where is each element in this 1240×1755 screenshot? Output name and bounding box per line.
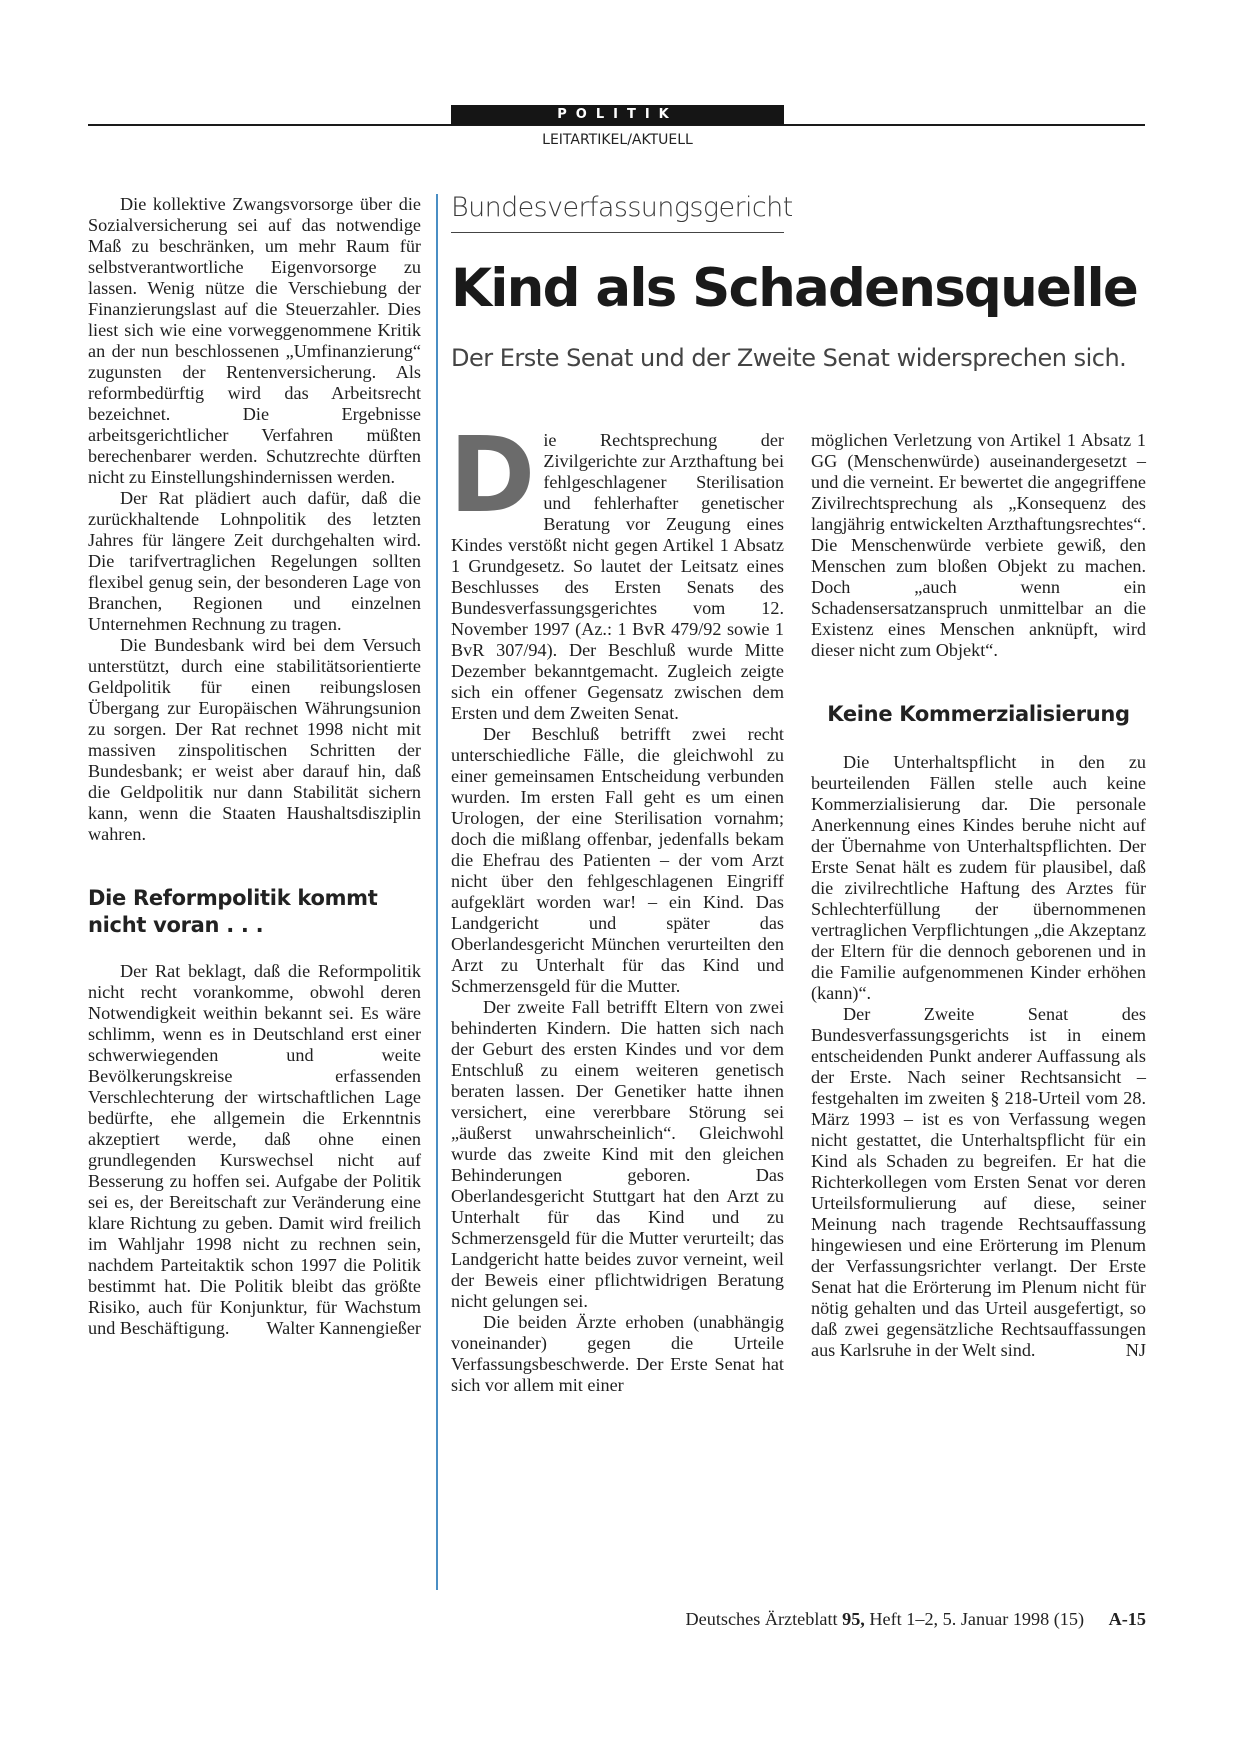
- drop-cap: D: [449, 414, 536, 536]
- footer-journal: Deutsches Ärzteblatt: [685, 1609, 838, 1629]
- article-author: NJ: [1125, 1340, 1146, 1360]
- left-paragraph-2: Der Rat plädiert auch dafür, daß die zurückhaltende Lohnpolitik des letzten Jahres für längere Zeit durchgehalten wird. Die tarifvertraglichen Regelungen sollten flexibel genug sein, der besonderen Lage von Branchen, Regionen und einzelnen Unternehmen Rechnung zu tragen.: [88, 488, 421, 634]
- left-author: Walter Kannengießer: [266, 1318, 421, 1338]
- article-paragraph-7: Der Zweite Senat des Bundesverfassungsgerichts ist in einem entscheidenden Punkt anderer Auffassung als der Erste. Nach seiner Rechtsansicht – festgehalten im zweiten § 218-Urteil vom 28. März 1993 – ist es von Verfassung wegen nicht gestattet, die Unterhaltspflicht für ein Kind als Schaden zu begreifen. Er hat die Richterkollegen vom Ersten Senat vor deren Urteilsformulierung auf diese, seiner Meinung nach tragende Rechtsauffassung hingewiesen und eine Erörterung im Plenum der Verfassungsrichter verlangt. Der Erste Senat hat die Erörterung im Plenum nicht für nötig gehalten und das Urteil ausgefertigt, so daß zwei gegensätzliche Rechtsauffassungen aus Karlsruhe in der Welt sind.: [811, 1004, 1146, 1360]
- article-deck: Der Erste Senat und der Zweite Senat widersprechen sich.: [451, 344, 1127, 372]
- left-paragraph-4: Der Rat beklagt, daß die Reformpolitik nicht recht vorankomme, obwohl deren Notwendigkeit weithin bekannt sei. Es wäre schlimm, wenn es in Deutschland erst einer schwerwiegenden und weite Bevölkerungskreise erfassenden Verschlechterung der wirtschaftlichen Lage bedürfte, ehe allgemein die Erkenntnis akzeptiert werde, daß ohne einen grundlegenden Kurswechsel nicht auf Besserung zu hoffen sei. Aufgabe der Politik sei es, der Bereitschaft zur Veränderung eine klare Richtung zu geben. Damit wird freilich im Wahljahr 1998 nicht zu rechnen sein, nachdem Parteitaktik schon 1997 die Politik bestimmt hat. Die Politik bleibt das größte Risiko, auch für Konjunktur, für Wachstum und Beschäftigung.: [88, 961, 421, 1338]
- footer-volume: 95,: [842, 1609, 865, 1629]
- article-paragraph-5: möglichen Verletzung von Artikel 1 Absatz 1 GG (Menschenwürde) auseinandergesetzt – und die verneint. Er bewertet die angegriffene Zivilrechtsprechung als „Konsequenz des langjährig entwickelten Arzthaftungsrechtes“. Die Menschenwürde verbiete gewiß, den Menschen zum bloßen Objekt zu machen. Doch „auch wenn ein Schadensersatzanspruch unmittelbar an die Existenz eines Menschen anknüpft, wird dieser nicht zum Objekt“.: [811, 430, 1146, 660]
- subsection-label: LEITARTIKEL/AKTUELL: [542, 132, 693, 148]
- article-paragraph-6: Die Unterhaltspflicht in den zu beurteilenden Fällen stelle auch keine Kommerzialisierung dar. Die personale Anerkennung eines Kindes beruhe nicht auf der Übernahme von Unterhaltspflichten. Der Erste Senat hält es zudem für plausibel, daß die zivilrechtliche Haftung des Arztes für Schlechterfüllung der übernommenen vertraglichen Verpflichtungen „die Akzeptanz der Eltern für die dennoch geborenen und in die Familie aufgenommenen Kinder erhöhen (kann)“.: [811, 752, 1146, 1003]
- kicker-rule: [451, 232, 784, 233]
- footer-page-number: A-15: [1108, 1609, 1146, 1629]
- article-paragraph-4: Die beiden Ärzte erhoben (unabhängig voneinander) gegen die Urteile Verfassungsbeschwerde. Der Erste Senat hat sich vor allem mit einer: [451, 1312, 784, 1395]
- middle-column: [449, 414, 784, 1396]
- section-label: POLITIK: [451, 105, 784, 125]
- footer-issue: Heft 1–2, 5. Januar 1998 (15): [869, 1609, 1085, 1629]
- column-divider: [436, 194, 438, 1590]
- article-subheading: Keine Kommerzialisierung: [827, 702, 1130, 726]
- left-subheading: Die Reformpolitik kommt nicht voran . . .: [88, 886, 378, 937]
- right-column: [811, 430, 1146, 1361]
- article-paragraph-3: Der zweite Fall betrifft Eltern von zwei behinderten Kindern. Die hatten sich nach der Geburt des ersten Kindes und vor dem Entschluß zu einem weiteren genetisch beraten lassen. Der Genetiker hatte ihnen versichert, eine vererbbare Störung sei „äußerst unwahrscheinlich“. Gleichwohl wurde das zweite Kind mit den gleichen Behinderungen geboren. Das Oberlandesgericht Stuttgart hat den Arzt zu Unterhalt für das Kind und zu Schmerzensgeld für die Mutter verurteilt; das Landgericht hatte beides zuvor verneint, weil der Beweis einer pflichtwidrigen Beratung nicht gelungen sei.: [451, 997, 784, 1311]
- left-column: [88, 194, 421, 1339]
- left-paragraph-3: Die Bundesbank wird bei dem Versuch unterstützt, durch eine stabilitätsorientierte Geldpolitik für einen reibungslosen Übergang zur Europäischen Währungsunion zu sorgen. Der Rat rechnet 1998 nicht mit massiven zinspolitischen Schritten der Bundesbank; er weist aber darauf hin, daß die Geldpolitik nur dann Stabilität sichern kann, wenn die Staaten Haushaltsdisziplin wahren.: [88, 635, 421, 844]
- article-headline: Kind als Schadensquelle: [451, 258, 1138, 319]
- article-paragraph-2: Der Beschluß betrifft zwei recht unterschiedliche Fälle, die gleichwohl zu einer gemeinsamen Entscheidung verbunden wurden. Im ersten Fall geht es um einen Urologen, der eine Sterilisation vornahm; doch die mißlang offenbar, jedenfalls bekam die Ehefrau des Patienten – der vom Arzt nicht über den fehlgeschlagenen Eingriff aufgeklärt worden war! – ein Kind. Das Landgericht und später das Oberlandesgericht München verurteilten den Arzt zu Unterhalt für das Kind und Schmerzensgeld für die Mutter.: [451, 724, 784, 996]
- left-paragraph-1: Die kollektive Zwangsvorsorge über die Sozialversicherung sei auf das notwendige Maß zu beschränken, um mehr Raum für selbstverantwortliche Eigenvorsorge zu lassen. Wenig nütze die Verschiebung der Finanzierungslast auf die Steuerzahler. Dies liest sich wie eine vorweggenommene Kritik an der nun beschlossenen „Umfinanzierung“ zugunsten der Rentenversicherung. Als reformbedürftig wird das Arbeitsrecht bezeichnet. Die Ergebnisse arbeitsgerichtlicher Verfahren müßten berechenbarer werden. Schutzrechte dürften nicht zu Einstellungshindernissen werden.: [88, 194, 421, 487]
- article-paragraph-1: ie Rechtsprechung der Zivilgerichte zur Arzthaftung bei fehlgeschlagener Sterilisation und fehlerhafter genetischer Beratung vor Zeugung eines Kindes verstößt nicht gegen Artikel 1 Absatz 1 Grundgesetz. So lautet der Leitsatz eines Beschlusses des Ersten Senats des Bundesverfassungsgerichtes vom 12. November 1997 (Az.: 1 BvR 479/92 sowie 1 BvR 307/94). Der Beschluß wurde Mitte Dezember bekanntgemacht. Zugleich zeigte sich ein offener Gegensatz zwischen dem Ersten und dem Zweiten Senat.: [451, 430, 784, 723]
- page-footer: [600, 1608, 1146, 1630]
- article-kicker: Bundesverfassungsgericht: [451, 192, 793, 223]
